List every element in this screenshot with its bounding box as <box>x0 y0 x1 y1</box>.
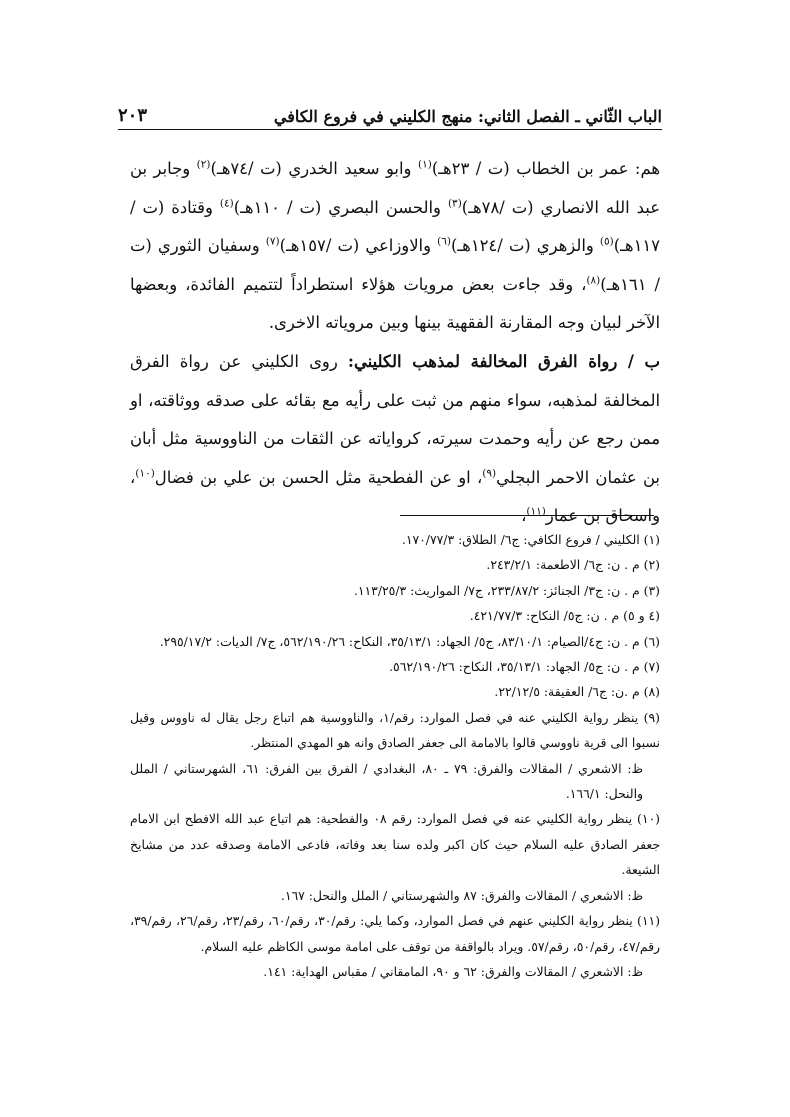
footnote-1: (١) الكليني / فروع الكافي: ج٦/ الطلاق: ١٧٠/٧٧/٣. <box>401 532 660 547</box>
footnote-11-source: ظ: الاشعري / المقالات والفرق: ٦٢ و ٩٠، المامقاني / مقباس الهداية: ١٤١. <box>263 963 643 979</box>
footnote-2: (٢) م . ن: ج٦/ الاطعمة: ٢٤٣/٢/١. <box>486 557 660 573</box>
footnote-separator <box>400 515 654 516</box>
footnote-ref-3[interactable]: (٣) <box>447 197 462 210</box>
footnote-7: (٧) م . ن: ج٥/ الجهاد: ٣٥/١٣/١، النكاح: ٥٦٢/١٩٠/٢٦. <box>389 659 660 675</box>
footnote-ref-2[interactable]: (٢) <box>196 158 211 171</box>
page-number: ٢٠٣ <box>118 105 148 126</box>
footnote-3: (٣) م . ن: ج٣/ الجنائز: ٢٣٣/٨٧/٢، ج٧/ المواريث: ١١٣/٢٥/٣. <box>353 582 660 598</box>
footnote-9: (٩) ينظر رواية الكليني عنه في فصل الموارد: رقم/١، والناووسية هم اتباع رجل يقال له ناووس وقيل نسبوا الى قرية ناووسي قالوا بالامامة الى جعفر الصادق وانه هو المهدي المنتظر. <box>130 709 660 751</box>
footnote-4-5: (٤ و ٥) م . ن: ج٥/ النكاح: ٤٢١/٧٧/٣. <box>469 608 660 624</box>
footnote-ref-8[interactable]: (٨) <box>586 274 601 287</box>
footnote-8: (٨) م .ن: ج٦/ العقيقة: ٢٢/١٢/٥. <box>494 684 660 700</box>
paragraph-opposing-sects: ب / رواة الفرق المخالفة لمذهب الكليني: روى الكليني عن رواة الفرق المخالفة لمذهبه، سواء منهم من ثبت على رأيه مع بقائه على صدقه ووثاقته، او ممن رجع عن رأيه وحمدت سيرته، كرواياته عن الثقات من الناووسية مثل أبان بن عثمان الاحمر البجلي$^{(٩)}$، او عن الفطحية مثل الحسن بن علي بن فضال$^{(١٠)}$، واسحاق بن عمار$^{(١١)}$، <box>130 351 660 526</box>
footnote-ref-4[interactable]: (٤) <box>219 197 234 210</box>
footnote-ref-1[interactable]: (١) <box>417 158 432 171</box>
main-text <box>130 150 660 536</box>
footnote-6: (٦) م . ن: ج٤/الصيام: ٨٣/١٠/١، ج٥/ الجهاد: ٣٥/١٣/١، النكاح: ٥٦٢/١٩٠/٢٦، ج٧/ الديات: ٢٩٥/١٧/٢. <box>159 633 660 649</box>
running-header <box>118 92 662 130</box>
footnote-11: (١١) ينظر رواية الكليني عنهم في فصل الموارد، وكما يلي: رقم/٣٠، رقم/٦٠، رقم/٢٣، رقم/٢٦، رقم/٣٩، رقم/٤٧، رقم/٥٠، رقم/٥٧. ويراد بالواقفة من توقف على امامة موسى الكاظم عليه السلام. <box>130 913 661 954</box>
footnote-ref-6[interactable]: (٦) <box>437 235 451 248</box>
footnote-9-source: ظ: الاشعري / المقالات والفرق: ٧٩ ـ ٨٠، البغدادي / الفرق بين الفرق: ٦١، الشهرستاني / الملل والنحل: ١٦٦/١. <box>130 760 643 802</box>
footnote-ref-5[interactable]: (٥) <box>599 235 614 248</box>
footnote-ref-11[interactable]: (١١) <box>526 505 546 518</box>
footnote-ref-9[interactable]: (٩) <box>482 467 497 480</box>
footnote-10-source: ظ: الاشعري / المقالات والفرق: ٨٧ والشهرستاني / الملل والنحل: ١٦٧. <box>280 887 643 903</box>
footnotes <box>130 527 660 984</box>
footnote-10: (١٠) ينظر رواية الكليني عنه في فصل الموارد: رقم ٠٨ والفطحية: هم اتباع عبد الله الافطح ابن الامام جعفر الصادق عليه السلام حيث كان اكبر ولده سنا بعد وفاته، فادعى الامامة وصدقه عدد من مشايخ الشيعة. <box>130 811 660 878</box>
paragraph-narrators: هم: عمر بن الخطاب (ت / ٢٣هـ)$^{(١)}$ وابو سعيد الخدري (ت /٧٤هـ)$^{(٢)}$ وجابر بن عبد الله الانصاري (ت /٧٨هـ)$^{(٣)}$ والحسن البصري (ت / ١١٠هـ)$^{(٤)}$ وقتادة (ت /١١٧هـ)$^{(٥)}$ والزهري (ت /١٢٤هـ)$^{(٦)}$ والاوزاعي (ت /١٥٧هـ)$^{(٧)}$ وسفيان الثوري (ت / ١٦١هـ)$^{(٨)}$، وقد جاءت بعض مرويات هؤلاء استطراداً لتتميم الفائدة، وبعضها الآخر لبيان وجه المقارنة الفقهية بينها وبين مروياته الاخرى. <box>130 158 661 333</box>
section-heading: ب / رواة الفرق المخالفة لمذهب الكليني: <box>347 351 660 371</box>
footnote-ref-7[interactable]: (٧) <box>265 235 280 248</box>
footnote-ref-10[interactable]: (١٠) <box>135 467 155 480</box>
chapter-title: الباب الثّاني ـ الفصل الثاني: منهج الكليني في فروع الكافي <box>273 107 662 126</box>
